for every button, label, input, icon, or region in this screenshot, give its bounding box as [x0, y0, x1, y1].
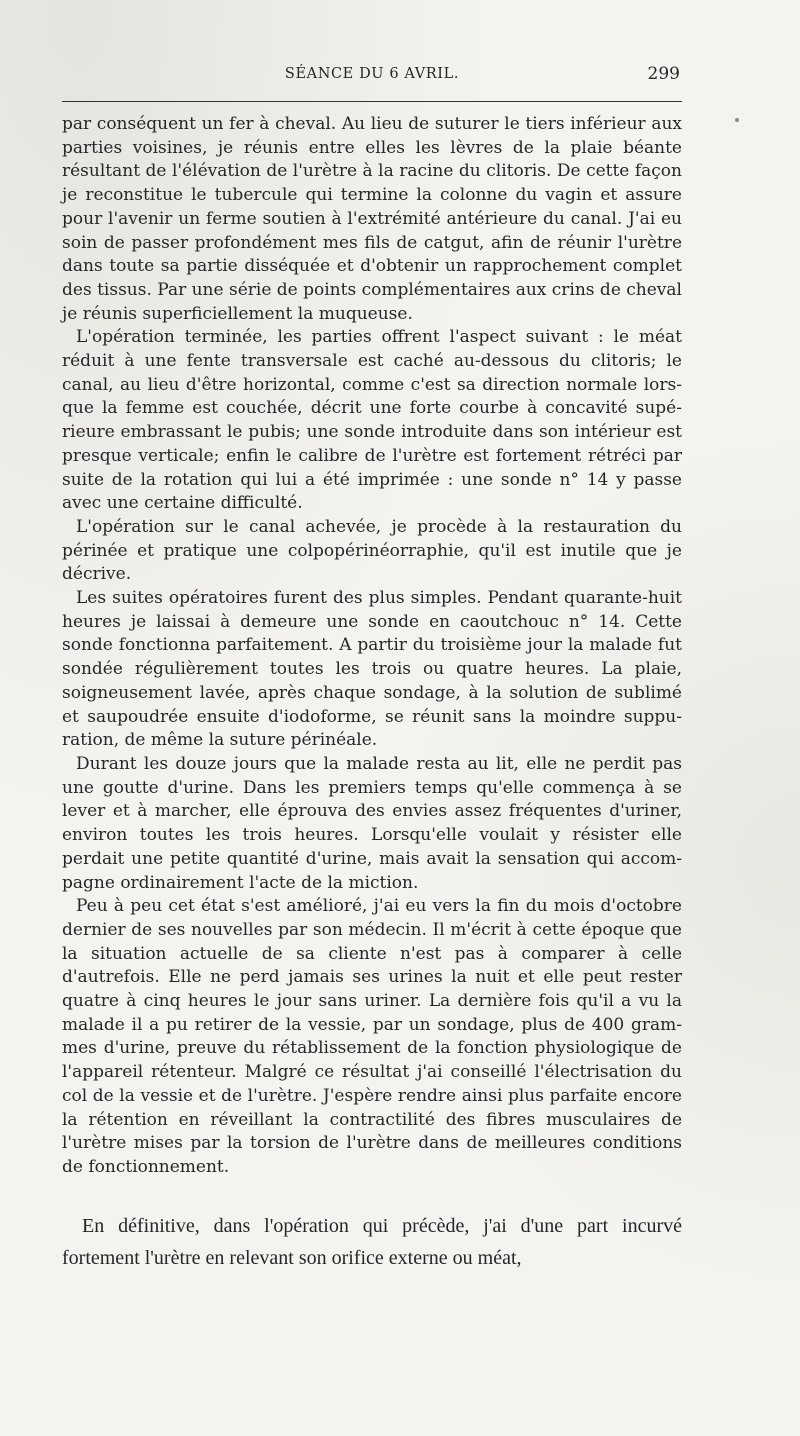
ink-speck — [735, 118, 739, 122]
closing-text — [62, 1210, 682, 1274]
paragraph: L'opération sur le canal achevée, je procède à la restauration du périnée et pratique une colpopérinéorraphie, qu'il est inutile que je décrive. — [62, 516, 682, 585]
paragraph: par conséquent un fer à cheval. Au lieu de suturer le tiers inférieur aux parties voisines, je réunis entre elles les lèvres de la plaie béante résultant de l'élévation de l'urètre à la racine du clitoris. De cette façon je reconstitue le tubercule qui termine la colonne du vagin et assure pour l'avenir un ferme soutien à l'extrémité antérieure du canal. J'ai eu soin de passer profondément mes fils de catgut, afin de réunir l'urètre dans toute sa partie disséquée et d'obtenir un rapprochement complet des tissus. Par une série de points complémentaires aux crins de cheval je réunis superficiellement la muqueuse. — [62, 114, 682, 324]
page-number: 299 — [647, 64, 680, 84]
closing-paragraph: En définitive, dans l'opération qui précède, j'ai d'une part incurvé fortement l'urètre en relevant son orifice externe ou méat, — [62, 1215, 682, 1269]
paragraph: L'opération terminée, les parties offrent l'aspect suivant : le méat réduit à une fente transversale est caché au-dessous du clitoris; le canal, au lieu d'être horizontal, comme c'est sa direction normale lorsque la femme est couchée, décrit une forte courbe à concavité supérieure embrassant le pubis; une sonde introduite dans son intérieur est presque verticale; enfin le calibre de l'urètre est fortement rétréci par suite de la rotation qui lui a été imprimée : une sonde n° 14 y passe avec une certaine difficulté. — [62, 327, 682, 514]
paragraph: Les suites opératoires furent des plus simples. Pendant quarante-huit heures je laissai à demeure une sonde en caoutchouc n° 14. Cette sonde fonctionna parfaitement. A partir du troisième jour la malade fut sondée régulièrement toutes les trois ou quatre heures. La plaie, soigneusement lavée, après chaque sondage, à la solution de sublimé et saupoudrée ensuite d'iodoforme, se réunit sans la moindre suppuration, de même la suture périnéale. — [62, 588, 682, 751]
paragraph: Peu à peu cet état s'est amélioré, j'ai eu vers la fin du mois d'octobre dernier de ses nouvelles par son médecin. Il m'écrit à cette époque que la situation actuelle de sa cliente n'est pas à comparer à celle d'autrefois. Elle ne perd jamais ses urines la nuit et elle peut rester quatre à cinq heures le jour sans uriner. La dernière fois qu'il a vu la malade il a pu retirer de la vessie, par un sondage, plus de 400 grammes d'urine, preuve du rétablissement de la fonction physiologique de l'appareil rétenteur. Malgré ce résultat j'ai conseillé l'électrisation du col de la vessie et de l'urètre. J'espère rendre ainsi plus parfaite encore la rétention en réveillant la contractilité des fibres musculaires de l'urètre mises par la torsion de l'urètre dans de meilleures conditions de fonctionnement. — [62, 896, 682, 1177]
body-text — [62, 113, 682, 1180]
running-head — [62, 62, 682, 86]
header-rule — [62, 101, 682, 102]
paragraph: Durant les douze jours que la malade resta au lit, elle ne perdit pas une goutte d'urine. Dans les premiers temps qu'elle commença à se lever et à marcher, elle éprouva des envies assez fréquentes d'uriner, environ toutes les trois heures. Lorsqu'elle voulait y résister elle perdait une petite quantité d'urine, mais avait la sensation qui accompagne ordinairement l'acte de la miction. — [62, 753, 682, 893]
running-title: SÉANCE DU 6 AVRIL. — [284, 66, 460, 82]
